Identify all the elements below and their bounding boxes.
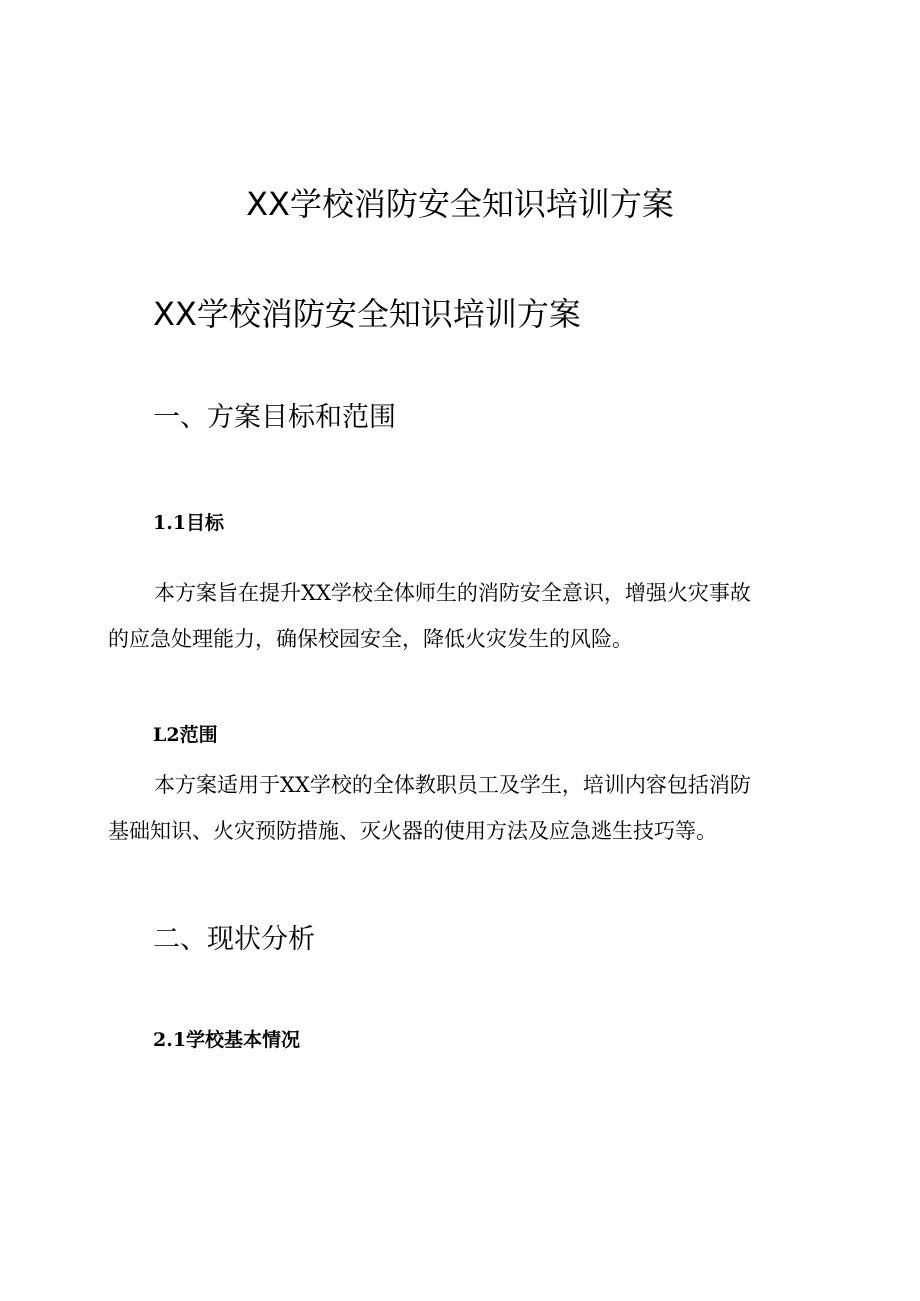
paragraph-line: 基础知识、火灾预防措施、灭火器的使用方法及应急逃生技巧等。 [108, 819, 717, 843]
subsection-1-2-paragraph [108, 762, 813, 854]
subsection-1-1-heading: 1.1目标 [153, 512, 225, 534]
paragraph-line: 的应急处理能力，确保校园安全，降低火灾发生的风险。 [108, 627, 633, 651]
section-2-heading: 二、现状分析 [153, 924, 315, 955]
section-1-heading: 一、方案目标和范围 [153, 402, 396, 433]
document-heading: XX学校消防安全知识培训方案 [153, 295, 581, 333]
document-title: XX学校消防安全知识培训方案 [246, 185, 674, 223]
paragraph-line: 本方案适用于XX学校的全体教职员工及学生，培训内容包括消防 [154, 773, 751, 797]
paragraph-line: 本方案旨在提升XX学校全体师生的消防安全意识，增强火灾事故 [154, 581, 751, 605]
subsection-1-1-paragraph [108, 570, 813, 662]
subsection-2-1-heading: 2.1学校基本情况 [153, 1029, 301, 1051]
subsection-1-2-heading: L2范围 [153, 724, 218, 746]
